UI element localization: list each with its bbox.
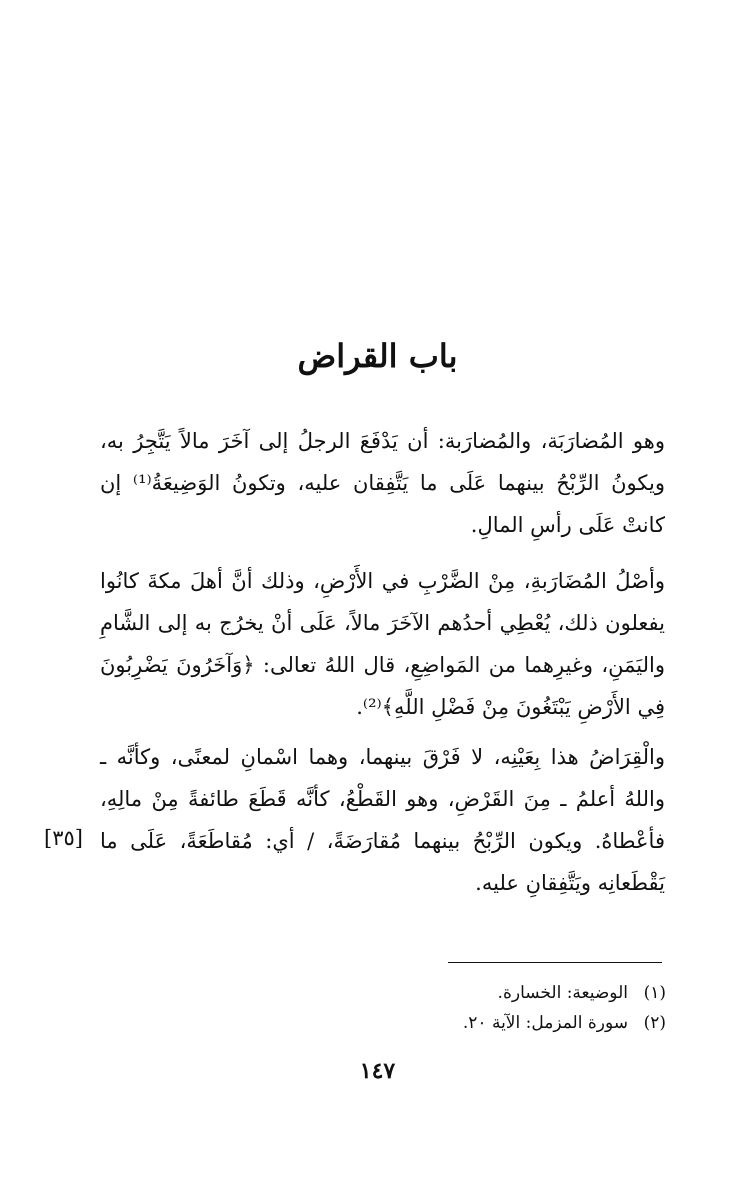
paragraph-origin: وأصْلُ المُضَارَبةِ، مِنْ الضَّرْبِ في الأَرْضِ، وذلك أنَّ أهلَ مكةَ كانُوا يفعلون ذلك، يُعْطِي أحدُهم الآخَرَ مالاً، عَلَى أنْ يخرُج به إلى الشَّامِ واليَمَنِ، وغيرِهما من المَواضِعِ، قال اللهُ تعالى: ﴿وَآخَرُونَ يَضْرِبُونَ فِي الأَرْضِ يَبْتَغُونَ مِنْ فَضْلِ اللَّهِ﴾⁽²⁾.	[100, 569, 665, 719]
footnote-divider	[448, 962, 662, 963]
manuscript-folio-marker: [٣٥]	[44, 826, 83, 850]
page-number: ١٤٧	[359, 1058, 396, 1084]
footnote-text: الوضيعة: الخسارة.	[497, 983, 628, 1003]
chapter-title: باب القراض	[297, 337, 458, 375]
footnote-text: سورة المزمل: الآية ٢٠.	[462, 1013, 628, 1033]
footnotes	[300, 978, 666, 1038]
footnote-number: (٢)	[643, 1013, 666, 1033]
paragraph-definition: وهو المُضارَبَة، والمُضارَبة: أن يَدْفَعَ الرجلُ إلى آخَرَ مالاً يَتَّجِرُ به، ويكونُ الرِّبْحُ بينهما عَلَى ما يَتَّفِقان عليه، وتكونُ الوَضِيعَةُ⁽¹⁾ إن كانتْ عَلَى رأسِ المالِ.	[100, 429, 665, 537]
footnote-item	[300, 978, 666, 1008]
footnote-number: (١)	[643, 983, 666, 1003]
paragraph-qirad: والْقِرَاضُ هذا بِعَيْنِه، لا فَرْقَ بينهما، وهما اسْمانِ لمعنًى، وكأنَّه ـ واللهُ أعلمُ ـ مِنَ القَرْضِ، وهو القَطْعُ، كأنَّه قَطَعَ طائفةً مِنْ مالِهِ، فأعْطاهُ. ويكون الرِّبْحُ بينهما مُقارَضَةً، / أي: مُقاطَعَةً، عَلَى ما يَقْطَعانِه ويَتَّفِقانِ عليه.	[100, 745, 666, 895]
footnote-item	[300, 1008, 666, 1038]
